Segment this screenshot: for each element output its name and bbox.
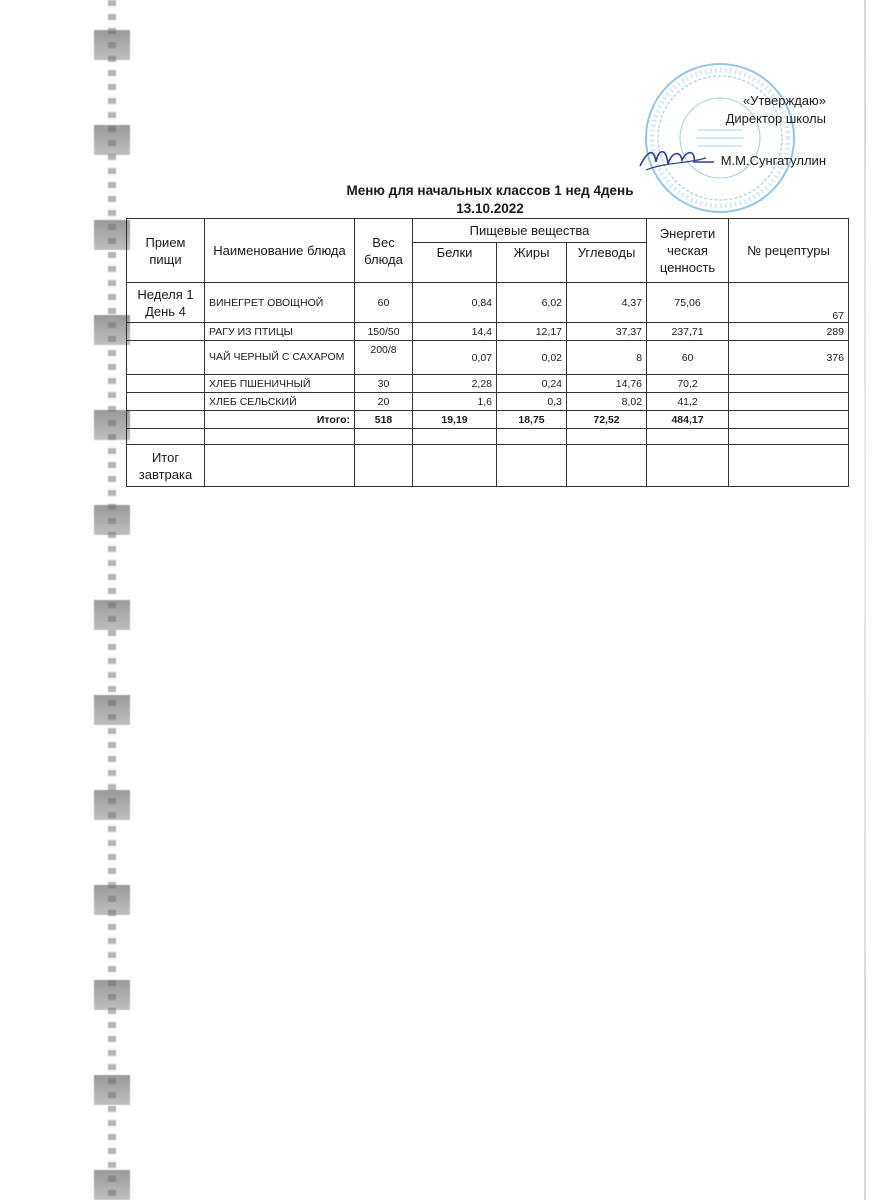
dish-cell: ХЛЕБ СЕЛЬСКИЙ — [205, 393, 355, 411]
breakfast-total-label: Итог завтрака — [127, 445, 205, 487]
total-carbs: 72,52 — [567, 411, 647, 429]
menu-table — [126, 218, 849, 487]
table-row — [127, 375, 849, 393]
energy-cell: 75,06 — [647, 283, 729, 323]
energy-cell: 41,2 — [647, 393, 729, 411]
recipe-cell: 67 — [729, 283, 849, 323]
header-nutrients: Пищевые вещества — [413, 219, 647, 243]
header-weight: Вес блюда — [355, 219, 413, 283]
dish-cell: РАГУ ИЗ ПТИЦЫ — [205, 323, 355, 341]
dish-cell: ВИНЕГРЕТ ОВОЩНОЙ — [205, 283, 355, 323]
weight-cell: 200/8 — [355, 341, 413, 375]
recipe-cell — [729, 393, 849, 411]
dish-cell: ЧАЙ ЧЕРНЫЙ С САХАРОМ — [205, 341, 355, 375]
proteins-cell: 14,4 — [413, 323, 497, 341]
header-recipe: № рецептуры — [729, 219, 849, 283]
recipe-cell — [729, 375, 849, 393]
page-title — [300, 182, 680, 218]
meal-cell — [127, 341, 205, 375]
header-dish: Наименование блюда — [205, 219, 355, 283]
total-energy: 484,17 — [647, 411, 729, 429]
title-date: 13.10.2022 — [456, 201, 524, 216]
weight-cell: 30 — [355, 375, 413, 393]
fats-cell: 0,02 — [497, 341, 567, 375]
meal-cell — [127, 323, 205, 341]
empty-row — [127, 429, 849, 445]
weight-cell: 20 — [355, 393, 413, 411]
carbs-cell: 4,37 — [567, 283, 647, 323]
approval-heading: «Утверждаю» — [742, 93, 826, 108]
fats-cell: 0,3 — [497, 393, 567, 411]
proteins-cell: 0,07 — [413, 341, 497, 375]
meal-cell: Неделя 1 День 4 — [127, 283, 205, 323]
fats-cell: 12,17 — [497, 323, 567, 341]
total-meal-cell — [127, 411, 205, 429]
energy-cell: 60 — [647, 341, 729, 375]
carbs-cell: 8,02 — [567, 393, 647, 411]
energy-cell: 70,2 — [647, 375, 729, 393]
table-row — [127, 283, 849, 323]
total-recipe — [729, 411, 849, 429]
page-edge — [864, 0, 866, 1200]
total-weight: 518 — [355, 411, 413, 429]
table-row — [127, 341, 849, 375]
weight-cell: 150/50 — [355, 323, 413, 341]
total-row — [127, 411, 849, 429]
header-proteins: Белки — [413, 243, 497, 283]
dish-cell: ХЛЕБ ПШЕНИЧНЫЙ — [205, 375, 355, 393]
binder-punch-marks — [94, 0, 130, 1200]
recipe-cell: 289 — [729, 323, 849, 341]
meal-cell — [127, 375, 205, 393]
table-row — [127, 393, 849, 411]
director-name: М.М.Сунгатуллин — [720, 153, 826, 168]
proteins-cell: 1,6 — [413, 393, 497, 411]
recipe-cell: 376 — [729, 341, 849, 375]
proteins-cell: 2,28 — [413, 375, 497, 393]
proteins-cell: 0,84 — [413, 283, 497, 323]
meal-cell — [127, 393, 205, 411]
total-label: Итого: — [205, 411, 355, 429]
total-proteins: 19,19 — [413, 411, 497, 429]
header-meal: Прием пищи — [127, 219, 205, 283]
header-carbs: Углеводы — [567, 243, 647, 283]
energy-cell: 237,71 — [647, 323, 729, 341]
approval-position: Директор школы — [725, 111, 826, 126]
header-fats: Жиры — [497, 243, 567, 283]
director-signature — [636, 140, 716, 174]
breakfast-total-row — [127, 445, 849, 487]
fats-cell: 0,24 — [497, 375, 567, 393]
fats-cell: 6,02 — [497, 283, 567, 323]
carbs-cell: 37,37 — [567, 323, 647, 341]
table-row — [127, 323, 849, 341]
weight-cell: 60 — [355, 283, 413, 323]
carbs-cell: 8 — [567, 341, 647, 375]
title-text: Меню для начальных классов 1 нед 4день — [346, 183, 634, 198]
total-fats: 18,75 — [497, 411, 567, 429]
carbs-cell: 14,76 — [567, 375, 647, 393]
header-energy: Энергети ческая ценность — [647, 219, 729, 283]
approval-block — [721, 92, 826, 170]
